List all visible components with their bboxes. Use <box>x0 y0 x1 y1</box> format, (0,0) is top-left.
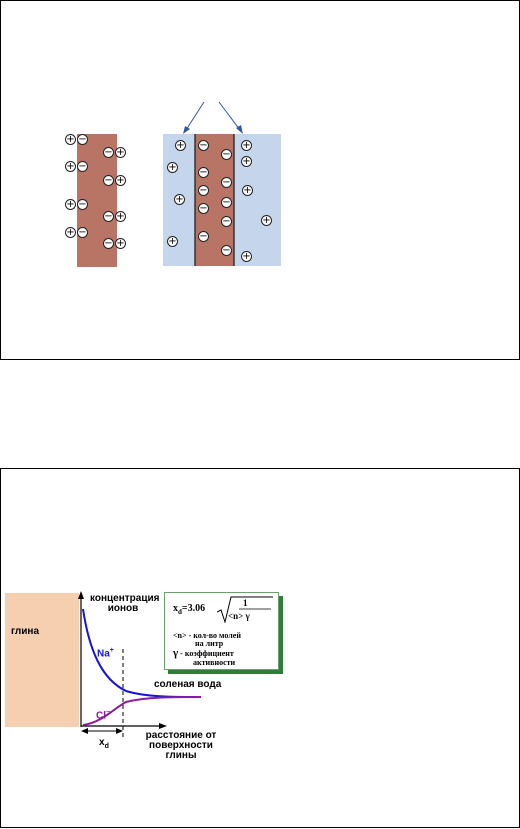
formula-lhs <box>173 603 205 616</box>
counter-positive-ion: + <box>116 147 125 158</box>
x-axis-label-line-1: расстояние от <box>145 730 217 741</box>
counter-positive-ion: + <box>66 227 75 238</box>
y-axis-label <box>90 593 160 614</box>
legend-n-line-1: <n> - кол-во молей <box>173 631 241 640</box>
plate-negative-ion: − <box>199 231 208 242</box>
legend-gamma-symbol: γ <box>173 647 179 659</box>
salt-water-label: соленая вода <box>154 679 222 690</box>
x-axis-arrowhead <box>159 723 167 729</box>
water-positive-ion: + <box>168 162 177 173</box>
plate-negative-ion: − <box>78 134 87 145</box>
water-positive-ion: + <box>176 140 185 151</box>
water-positive-ion: + <box>243 185 252 196</box>
plate-negative-ion: − <box>78 161 87 172</box>
slide-double-layer-concentration <box>0 468 520 828</box>
counter-positive-ion: + <box>66 199 75 210</box>
xd-symbol: x <box>99 737 105 748</box>
water-positive-ion: + <box>242 140 251 151</box>
legend-n-line-2: на литр <box>195 639 224 648</box>
counter-positive-ion: + <box>66 134 75 145</box>
x-axis-label <box>133 731 229 761</box>
plate-negative-ion: − <box>78 227 87 238</box>
legend-gamma-text: - коэффициент <box>178 649 234 658</box>
plate-negative-ion: − <box>222 177 231 188</box>
xd-label <box>99 738 109 752</box>
clay-block <box>5 593 79 727</box>
xd-arrowhead-right <box>116 728 123 734</box>
cation-symbol: Na <box>97 648 110 660</box>
water-positive-ion: + <box>242 156 251 167</box>
debye-length-formula-box <box>164 592 279 670</box>
plate-negative-ion: − <box>104 211 113 222</box>
anion-label <box>96 708 110 721</box>
pointer-arrow-left <box>186 102 204 130</box>
cation-label <box>97 646 114 659</box>
water-positive-ion: + <box>175 194 184 205</box>
plate-negative-ion: − <box>104 147 113 158</box>
y-axis-label-line-1: концентрация <box>90 593 160 604</box>
plate-negative-ion: − <box>199 140 208 151</box>
plate-negative-ion: − <box>78 199 87 210</box>
anion-symbol: Cl <box>96 710 106 722</box>
plate-negative-ion: − <box>199 203 208 214</box>
xd-subscript: d <box>104 743 109 750</box>
x-axis-label-line-2: поверхности глины <box>149 740 213 761</box>
pointer-arrow-right <box>219 102 240 130</box>
plate-negative-ion: − <box>222 149 231 160</box>
counter-positive-ion: + <box>116 175 125 186</box>
xd-arrowhead-left <box>81 728 88 734</box>
formula-xd: x <box>173 603 178 614</box>
water-positive-ion: + <box>168 236 177 247</box>
plate-negative-ion: − <box>222 216 231 227</box>
cation-charge: + <box>109 647 114 654</box>
counter-positive-ion: + <box>66 161 75 172</box>
formula-numerator: 1 <box>243 598 248 608</box>
particle-diagram <box>1 1 520 361</box>
counter-positive-ion: + <box>116 238 125 249</box>
plate-negative-ion: − <box>104 175 113 186</box>
pointer-arrow-left-head <box>183 126 190 134</box>
formula-xd-sub: d <box>178 608 182 616</box>
water-positive-ion: + <box>262 215 271 226</box>
legend-gamma-line-1 <box>173 649 234 658</box>
clay-label: глина <box>11 626 40 637</box>
plate-negative-ion: − <box>222 245 231 256</box>
formula-coefficient: =3.06 <box>181 603 206 614</box>
water-positive-ion: + <box>242 251 251 262</box>
counter-positive-ion: + <box>116 211 125 222</box>
anion-charge: − <box>106 709 111 716</box>
legend-gamma-line-2: активности <box>193 658 236 667</box>
plate-negative-ion: − <box>222 197 231 208</box>
formula-denominator: <n> γ <box>228 611 250 621</box>
plate-negative-ion: − <box>199 167 208 178</box>
slide-clay-particles <box>0 0 520 360</box>
plate-negative-ion: − <box>104 238 113 249</box>
plate-negative-ion: − <box>199 185 208 196</box>
y-axis-label-line-2: ионов <box>107 603 139 614</box>
